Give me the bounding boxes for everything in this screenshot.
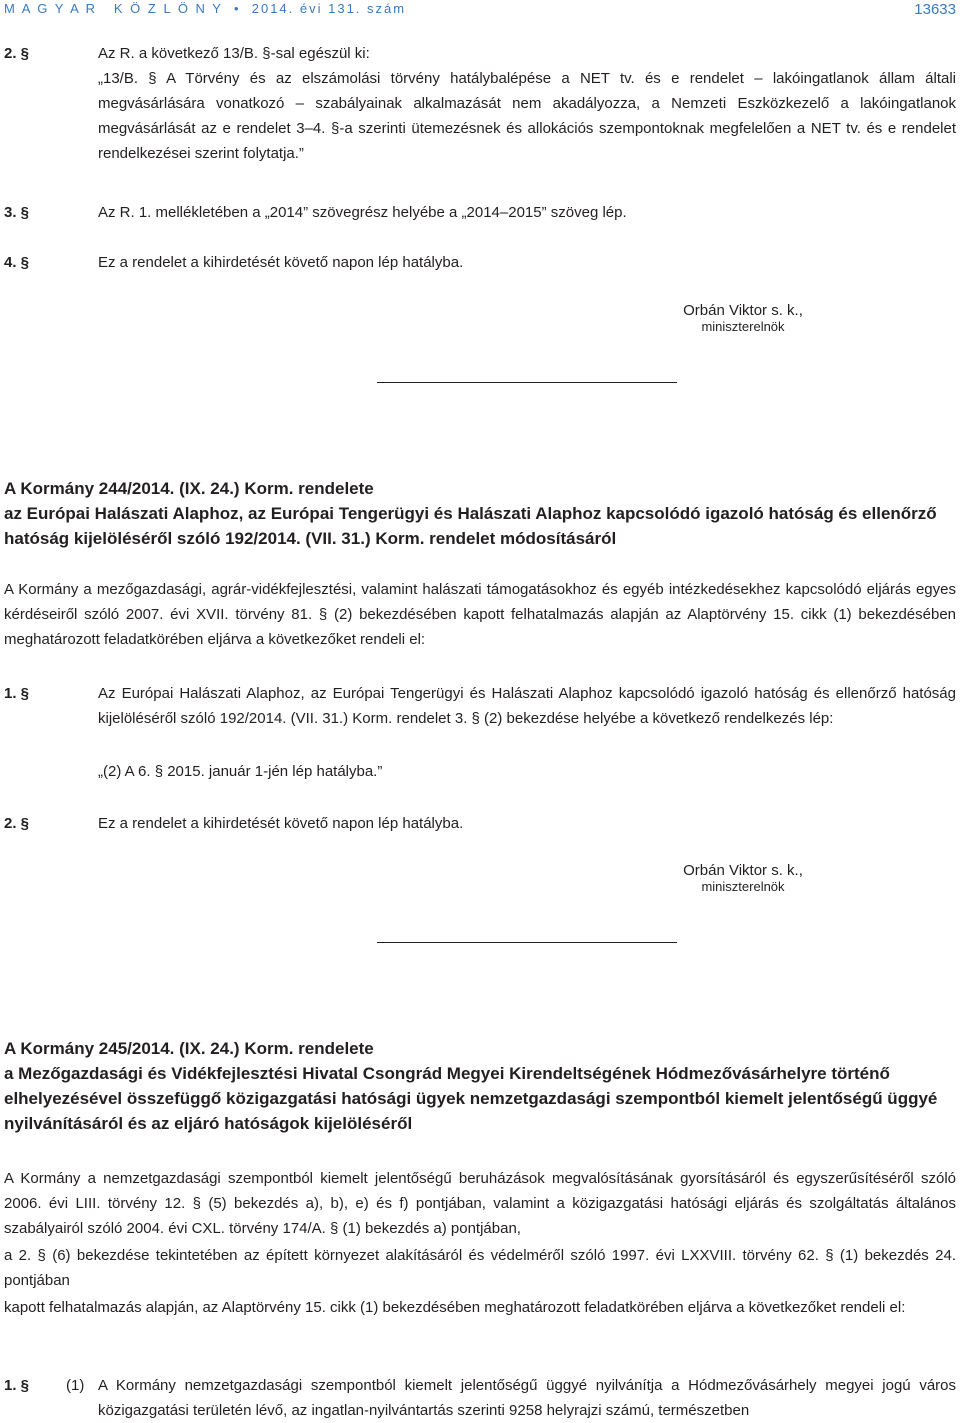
paragraph-2 (0, 811, 960, 836)
signatory-role: miniszterelnök (701, 319, 785, 334)
section-divider (377, 382, 677, 383)
paragraph-number: 2. § (4, 815, 30, 832)
paragraph-2 (0, 41, 960, 66)
preamble: A Kormány a mezőgazdasági, agrár-vidékfejlesztési, valamint halászati támogatásokhoz és egyéb intézkedésekhez kapcsolódó eljárás egyes kérdéseiről szóló 2007. évi XVII. törvény 81. § (2) bekezdésében kapott felhatalmazás alapján az Alaptörvény 15. cikk (1) bekezdésében meghatározott feladatkörében eljárva a következőket rendeli el: (4, 581, 956, 648)
preamble-part-1: A Kormány a nemzetgazdasági szempontból kiemelt jelentőségű beruházások megvalósításának gyorsításáról és egyszerűsítéséről szóló 2006. évi LIII. törvény 12. § (5) bekezdés a), b), e) és f) pontjában, valamint a közigazgatási hatósági eljárás és szolgáltatás általános szabályairól szóló 2004. évi CXL. törvény 174/A. § (1) bekezdés a) pontjában, (4, 1170, 956, 1237)
signature-block (593, 862, 893, 894)
paragraph-text: Ez a rendelet a kihirdetését követő napon lép hatályba. (98, 254, 464, 271)
signatory-role: miniszterelnök (701, 879, 785, 894)
amendment-quote: „(2) A 6. § 2015. január 1-jén lép hatályba.” (98, 763, 383, 780)
paragraph-number: 1. § (4, 1377, 30, 1394)
paragraph-number: 1. § (4, 685, 30, 702)
decree-subject-title: a Mezőgazdasági és Vidékfejlesztési Hivatal Csongrád Megyei Kirendeltségének Hódmezővásárhelyre történő elhelyezésével összefüggő közigazgatási hatósági ügyek nemzetgazdasági szempontból kiemelt jelentőségű üggyé nyilvánításáról és az eljáró hatóságok kijelöléséről (4, 1064, 938, 1133)
paragraph-text: Az Európai Halászati Alaphoz, az Európai Tengerügyi és Halászati Alaphoz kapcsolódó igazoló hatóság és ellenőrző hatóság kijelöléséről szóló 192/2014. (VII. 31.) Korm. rendelet 3. § (2) bekezdése helyébe a következő rendelkezés lép: (98, 685, 956, 727)
paragraph-number: 4. § (4, 254, 30, 271)
paragraph-number: 2. § (4, 45, 30, 62)
running-title: M A G Y A R K Ö Z L Ö N Y • 2014. évi 131. szám (4, 1, 407, 16)
paragraph-3 (0, 200, 960, 225)
subsection-number: (1) (66, 1377, 85, 1394)
paragraph-text: Ez a rendelet a kihirdetését követő napon lép hatályba. (98, 815, 464, 832)
amendment-text: „13/B. § A Törvény és az elszámolási törvény hatálybalépése a NET tv. és e rendelet – lakóingatlanok állam általi megvásárlására vonatkozó – szabályainak alkalmazását nem akadályozza, a Nemzeti Eszközkezelő a lakóingatlanok megvásárlását az e rendelet 3–4. §-a szerinti ütemezésnek és allokációs szempontoknak megfelelően a NET tv. és e rendelet rendelkezései szerint folytatja.” (98, 70, 956, 162)
signature-block (593, 302, 893, 334)
signatory-name: Orbán Viktor s. k., (683, 302, 803, 319)
paragraph-text: A Kormány nemzetgazdasági szempontból kiemelt jelentőségű üggyé nyilvánítja a Hódmezővásárhely megyei jogú város közigazgatási területén lévő, az ingatlan-nyilvántartás szerinti 9258 helyrajzi számú, természetben (98, 1377, 956, 1419)
page-number: 13633 (914, 1, 956, 18)
preamble-part-3: kapott felhatalmazás alapján, az Alaptörvény 15. cikk (1) bekezdésében meghatározott feladatkörében eljárva a következőket rendeli el: (4, 1299, 906, 1316)
signatory-name: Orbán Viktor s. k., (683, 862, 803, 879)
decree-number-title: A Kormány 244/2014. (IX. 24.) Korm. rendelete (4, 479, 374, 498)
section-divider (377, 942, 677, 943)
paragraph-text: Az R. 1. mellékletében a „2014” szövegrész helyébe a „2014–2015” szöveg lép. (98, 204, 627, 221)
decree-subject-title: az Európai Halászati Alaphoz, az Európai Tengerügyi és Halászati Alaphoz kapcsolódó igazoló hatóság és ellenőrző hatóság kijelöléséről szóló 192/2014. (VII. 31.) Korm. rendelet módosításáról (4, 504, 937, 548)
paragraph-intro: Az R. a következő 13/B. §-sal egészül ki: (98, 45, 370, 62)
preamble-part-2: a 2. § (6) bekezdése tekintetében az épített környezet alakításáról és védelméről szóló 1997. évi LXXVIII. törvény 62. § (1) bekezdés 24. pontjában (4, 1247, 956, 1289)
paragraph-number: 3. § (4, 204, 30, 221)
paragraph-4 (0, 250, 960, 275)
decree-number-title: A Kormány 245/2014. (IX. 24.) Korm. rendelete (4, 1039, 374, 1058)
running-header (4, 1, 956, 19)
